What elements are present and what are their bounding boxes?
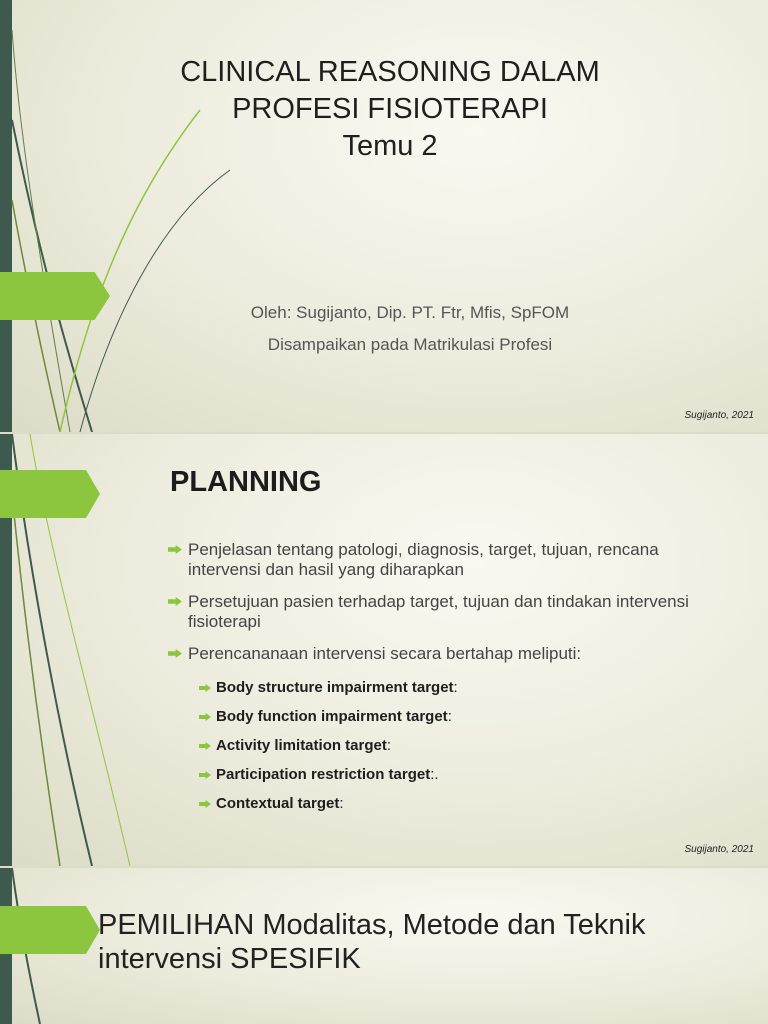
arrow-bullet-icon <box>199 800 211 808</box>
list-item <box>199 766 699 784</box>
title-slide <box>0 0 768 432</box>
author-line: Oleh: Sugijanto, Dip. PT. Ftr, Mfis, SpFOM <box>250 303 570 322</box>
list-item-text: Body structure impairment target <box>216 679 454 696</box>
list-item <box>168 644 728 664</box>
slide-title: PEMILIHAN Modalitas, Metode dan Teknik intervensi SPESIFIK <box>98 909 646 975</box>
arrow-bullet-icon <box>199 742 211 750</box>
event-line: Disampaikan pada Matrikulasi Profesi <box>267 335 553 354</box>
arrow-bullet-icon <box>168 597 182 606</box>
slide-footer: Sugijanto, 2021 <box>684 844 754 855</box>
list-item <box>168 540 728 580</box>
green-arrow-tab <box>0 272 110 320</box>
green-arrow-tab <box>0 906 100 954</box>
list-item-text: Contextual target <box>216 795 340 812</box>
sidebar-stripe <box>0 0 12 432</box>
list-item-suffix: : <box>453 679 458 696</box>
list-item <box>199 708 699 726</box>
list-item-text: Perencananaan intervensi secara bertahap meliputi: <box>188 644 582 663</box>
title-line: PROFESI FISIOTERAPI <box>232 93 548 125</box>
list-item-text: Participation restriction target <box>216 766 431 783</box>
sub-bullet-list <box>199 679 699 824</box>
slide-title: PLANNING <box>170 466 322 498</box>
title-line: CLINICAL REASONING DALAM <box>180 56 600 88</box>
list-item-text: Persetujuan pasien terhadap target, tujuan dan tindakan intervensi fisioterapi <box>188 592 689 631</box>
green-arrow-tab <box>0 470 100 518</box>
list-item <box>168 592 728 632</box>
list-item-text: Penjelasan tentang patologi, diagnosis, target, tujuan, rencana intervensi dan hasil yang diharapkan <box>188 540 659 579</box>
title-line: Temu 2 <box>342 130 438 162</box>
slide-footer: Sugijanto, 2021 <box>684 410 754 421</box>
list-item-suffix: : <box>386 737 392 754</box>
bullet-list <box>168 540 728 676</box>
list-item-suffix: : <box>339 795 344 812</box>
arrow-bullet-icon <box>168 545 182 554</box>
arrow-bullet-icon <box>168 649 182 658</box>
list-item <box>199 679 699 697</box>
list-item-suffix: :. <box>430 766 439 783</box>
planning-slide <box>0 434 768 866</box>
slide-title <box>100 54 680 165</box>
modalitas-slide <box>0 868 768 1024</box>
list-item-text: Activity limitation target <box>216 737 387 754</box>
list-item-suffix: : <box>447 708 452 725</box>
arrow-bullet-icon <box>199 771 211 779</box>
list-item <box>199 795 699 813</box>
list-item-text: Body function impairment target <box>216 708 448 725</box>
list-item <box>199 737 699 755</box>
arrow-bullet-icon <box>199 713 211 721</box>
arrow-bullet-icon <box>199 684 211 692</box>
